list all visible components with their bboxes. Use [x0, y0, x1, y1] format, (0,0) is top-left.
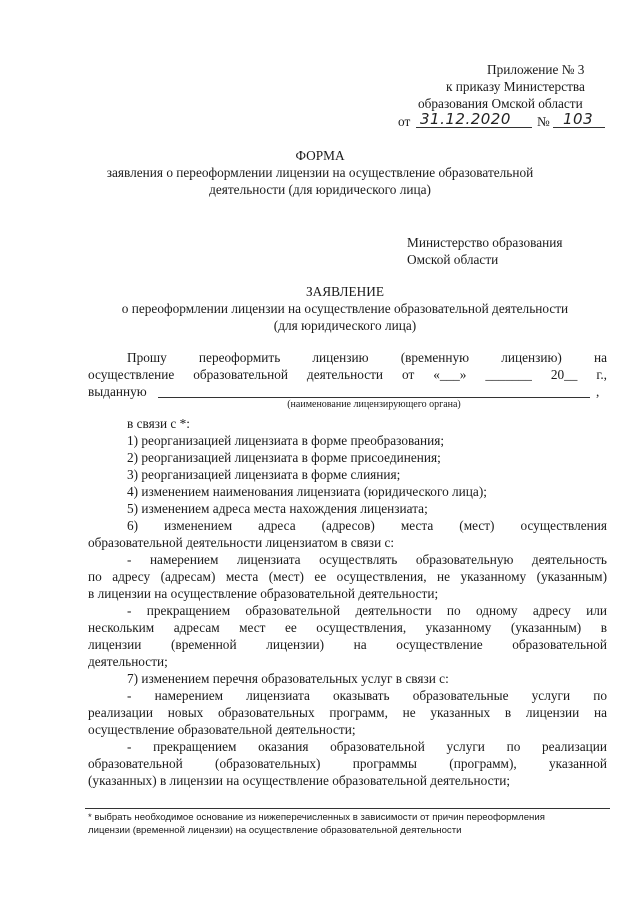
reason-7b-line-1: - прекращением оказания образовательной услуги по реализации — [127, 739, 607, 754]
reason-7b-line-2: образовательной (образовательных) программы (программ), указанной — [88, 756, 607, 771]
reason-6a-line-3: в лицензии на осуществление образовательной деятельности; — [88, 586, 439, 601]
form-subtitle-line-1: заявления о переоформлении лицензии на осуществление образовательной — [106, 165, 534, 180]
reason-7a-line-1: - намерением лицензиата оказывать образовательные услуги по — [127, 688, 607, 703]
date-underline — [416, 127, 532, 128]
reason-6-line-2: образовательной деятельности лицензиатом в связи с: — [88, 535, 395, 550]
appendix-date-handwritten: 31.12.2020 — [420, 110, 511, 128]
footnote-line-1: * выбрать необходимое основание из нижеперечисленных в зависимости от причин переоформления — [88, 812, 545, 823]
form-title: ФОРМА — [295, 148, 345, 163]
reason-7: 7) изменением перечня образовательных услуг в связи с: — [127, 671, 449, 686]
reason-6-line-1: 6) изменением адреса (адресов) места (мест) осуществления — [127, 518, 607, 533]
reason-7a-line-2: реализации новых образовательных программ, не указанных в лицензии на — [88, 705, 607, 720]
appendix-line-3: образования Омской области — [418, 96, 583, 111]
reason-6b-line-2: нескольким адресам мест ее осуществления, указанному (указанным) в — [88, 620, 607, 635]
footnote-separator — [85, 808, 610, 809]
statement-line-1: о переоформлении лицензии на осуществление образовательной деятельности — [121, 301, 569, 316]
issued-label: выданную — [88, 384, 147, 399]
issuer-underline — [158, 397, 590, 398]
request-line-1: Прошу переоформить лицензию (временную лицензию) на — [127, 350, 607, 365]
reason-4: 4) изменением наименования лицензиата (юридического лица); — [127, 484, 487, 499]
form-subtitle-line-2: деятельности (для юридического лица) — [209, 182, 431, 197]
issued-end-comma: , — [596, 384, 600, 399]
appendix-from-label: от — [398, 114, 411, 129]
addressee-line-2: Омской области — [407, 252, 499, 267]
reason-intro: в связи с *: — [127, 416, 190, 431]
reason-2: 2) реорганизацией лицензиата в форме присоединения; — [127, 450, 441, 465]
reason-6b-line-3: лицензии (временной лицензии) на осуществление образовательной — [88, 637, 607, 652]
reason-6a-line-1: - намерением лицензиата осуществлять образовательную деятельность — [127, 552, 607, 567]
reason-7b-line-3: (указанных) в лицензии на осуществление образовательной деятельности; — [88, 773, 511, 788]
reason-6b-line-4: деятельности; — [88, 654, 168, 669]
appendix-number-handwritten: 103 — [563, 110, 594, 128]
reason-6a-line-2: по адресу (адресам) места (мест) ее осуществления, не указанному (указанным) — [88, 569, 607, 584]
reason-7a-line-3: осуществление образовательной деятельности; — [88, 722, 356, 737]
statement-line-2: (для юридического лица) — [273, 318, 417, 333]
number-underline — [553, 127, 605, 128]
appendix-line-2: к приказу Министерства — [446, 79, 585, 94]
appendix-number-label: № — [537, 114, 550, 129]
reason-3: 3) реорганизацией лицензиата в форме слияния; — [127, 467, 401, 482]
issuer-caption: (наименование лицензирующего органа) — [287, 399, 461, 410]
reason-6b-line-1: - прекращением образовательной деятельности по одному адресу или — [127, 603, 607, 618]
footnote-line-2: лицензии (временной лицензии) на осуществление образовательной деятельности — [88, 825, 462, 836]
reason-5: 5) изменением адреса места нахождения лицензиата; — [127, 501, 428, 516]
statement-title: ЗАЯВЛЕНИЕ — [306, 284, 384, 299]
addressee-line-1: Министерство образования — [407, 235, 563, 250]
reason-1: 1) реорганизацией лицензиата в форме преобразования; — [127, 433, 445, 448]
request-line-2: осуществление образовательной деятельности от «___» _______ 20__ г., — [88, 367, 607, 382]
appendix-line-1: Приложение № 3 — [487, 62, 585, 77]
